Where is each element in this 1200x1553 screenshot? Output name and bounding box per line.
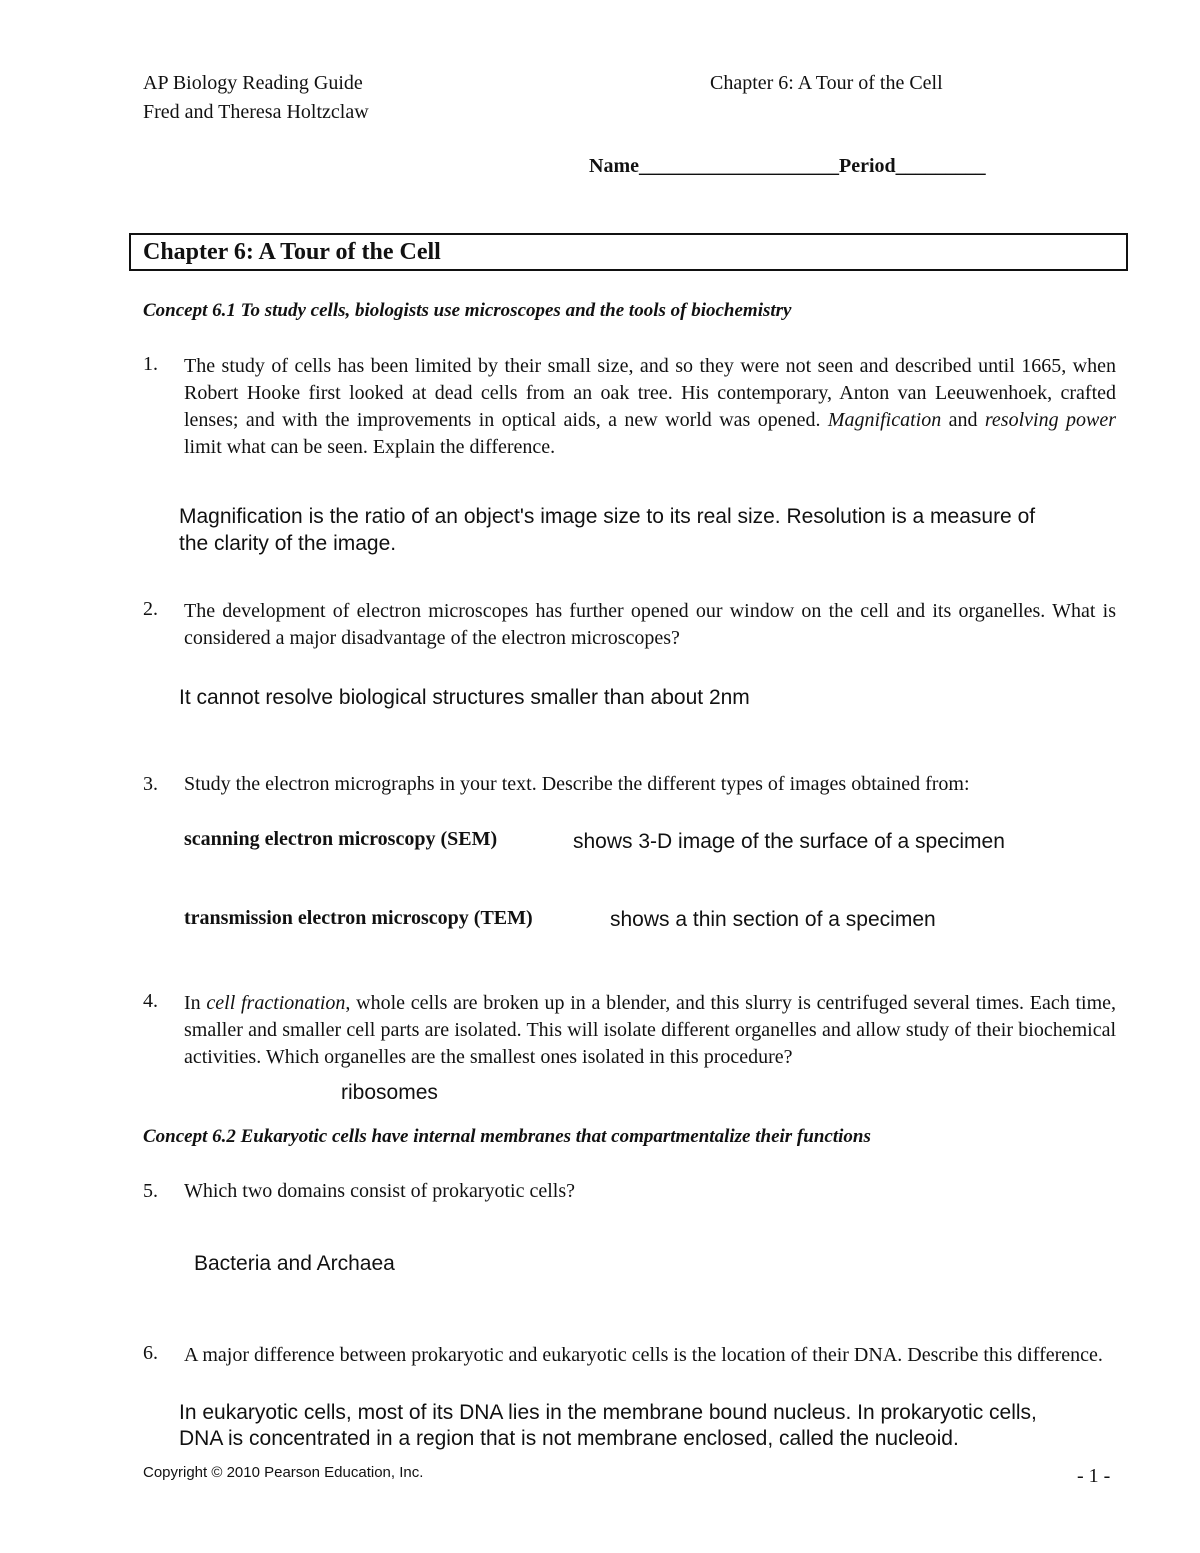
answer-text: shows a thin section of a specimen — [610, 908, 936, 931]
question-text-part: The study of cells has been limited by their small size, and so they were not seen and described until 1665, when Robert Hooke first looked at dead cells from an oak tree. His contemporary, Anton van Leeuwenhoek, crafted lenses; and with the improvements in optical aids, a new world was opened. — [184, 355, 1116, 431]
header-authors: Fred and Theresa Holtzclaw — [143, 101, 369, 123]
name-period-field: Name____________________Period_________ — [589, 155, 986, 177]
chapter-title: Chapter 6: A Tour of the Cell — [143, 239, 441, 265]
question-text: The development of electron microscopes has further opened our window on the cell and its organelles. What is considered a major disadvantage of the electron microscopes? — [184, 600, 1116, 649]
term-resolving-power: resolving power — [984, 409, 1116, 431]
question-text-part: limit what can be seen. Explain the difference. — [184, 436, 556, 458]
question-text — [184, 990, 1116, 1071]
question-number: 5. — [143, 1180, 158, 1202]
answer-text: Magnification is the ratio of an object's image size to its real size. Resolution is a measure of — [179, 505, 1036, 528]
question-text-part: In — [184, 992, 207, 1014]
chapter-title-box — [129, 233, 1128, 271]
question-text: Study the electron micrographs in your text. Describe the different types of images obtained from: — [184, 773, 970, 795]
question-number: 1. — [143, 353, 158, 375]
question-text-part: and — [941, 409, 985, 431]
sem-label: scanning electron microscopy (SEM) — [184, 828, 498, 850]
answer-text: ribosomes — [341, 1081, 438, 1104]
question-number: 6. — [143, 1342, 158, 1364]
concept-heading: Concept 6.1 To study cells, biologists use microscopes and the tools of biochemistry — [143, 300, 792, 321]
answer-text: shows 3-D image of the surface of a specimen — [573, 830, 1005, 853]
answer-text: In eukaryotic cells, most of its DNA lies in the membrane bound nucleus. In prokaryotic cells, — [179, 1401, 1037, 1424]
answer-text: Bacteria and Archaea — [194, 1252, 395, 1275]
footer-copyright: Copyright © 2010 Pearson Education, Inc. — [143, 1464, 424, 1481]
answer-text: the clarity of the image. — [179, 532, 397, 555]
answer-text: It cannot resolve biological structures smaller than about 2nm — [179, 686, 750, 709]
question-number: 4. — [143, 990, 158, 1012]
question-text-part: , whole cells are broken up in a blender, and this slurry is centrifuged several times. Each time, smaller and smaller cell parts are isolated. This will isolate different organelles and allow study of their biochemical activities. Which organelles are the smallest ones isolated in this procedure? — [184, 992, 1116, 1068]
question-text: Which two domains consist of prokaryotic cells? — [184, 1180, 576, 1202]
question-text: A major difference between prokaryotic and eukaryotic cells is the location of their DNA. Describe this difference. — [184, 1344, 1103, 1366]
concept-heading: Concept 6.2 Eukaryotic cells have internal membranes that compartmentalize their functions — [143, 1126, 871, 1147]
term-cell-fractionation: cell fractionation — [206, 992, 346, 1014]
header-guide-title: AP Biology Reading Guide — [143, 72, 363, 94]
term-magnification: Magnification — [827, 409, 942, 431]
answer-text: DNA is concentrated in a region that is not membrane enclosed, called the nucleoid. — [179, 1427, 959, 1450]
page-number: - 1 - — [1077, 1465, 1111, 1487]
header-chapter: Chapter 6: A Tour of the Cell — [710, 72, 943, 94]
question-number: 2. — [143, 598, 158, 620]
tem-label: transmission electron microscopy (TEM) — [184, 907, 533, 929]
question-number: 3. — [143, 773, 158, 795]
question-text — [184, 353, 1116, 461]
